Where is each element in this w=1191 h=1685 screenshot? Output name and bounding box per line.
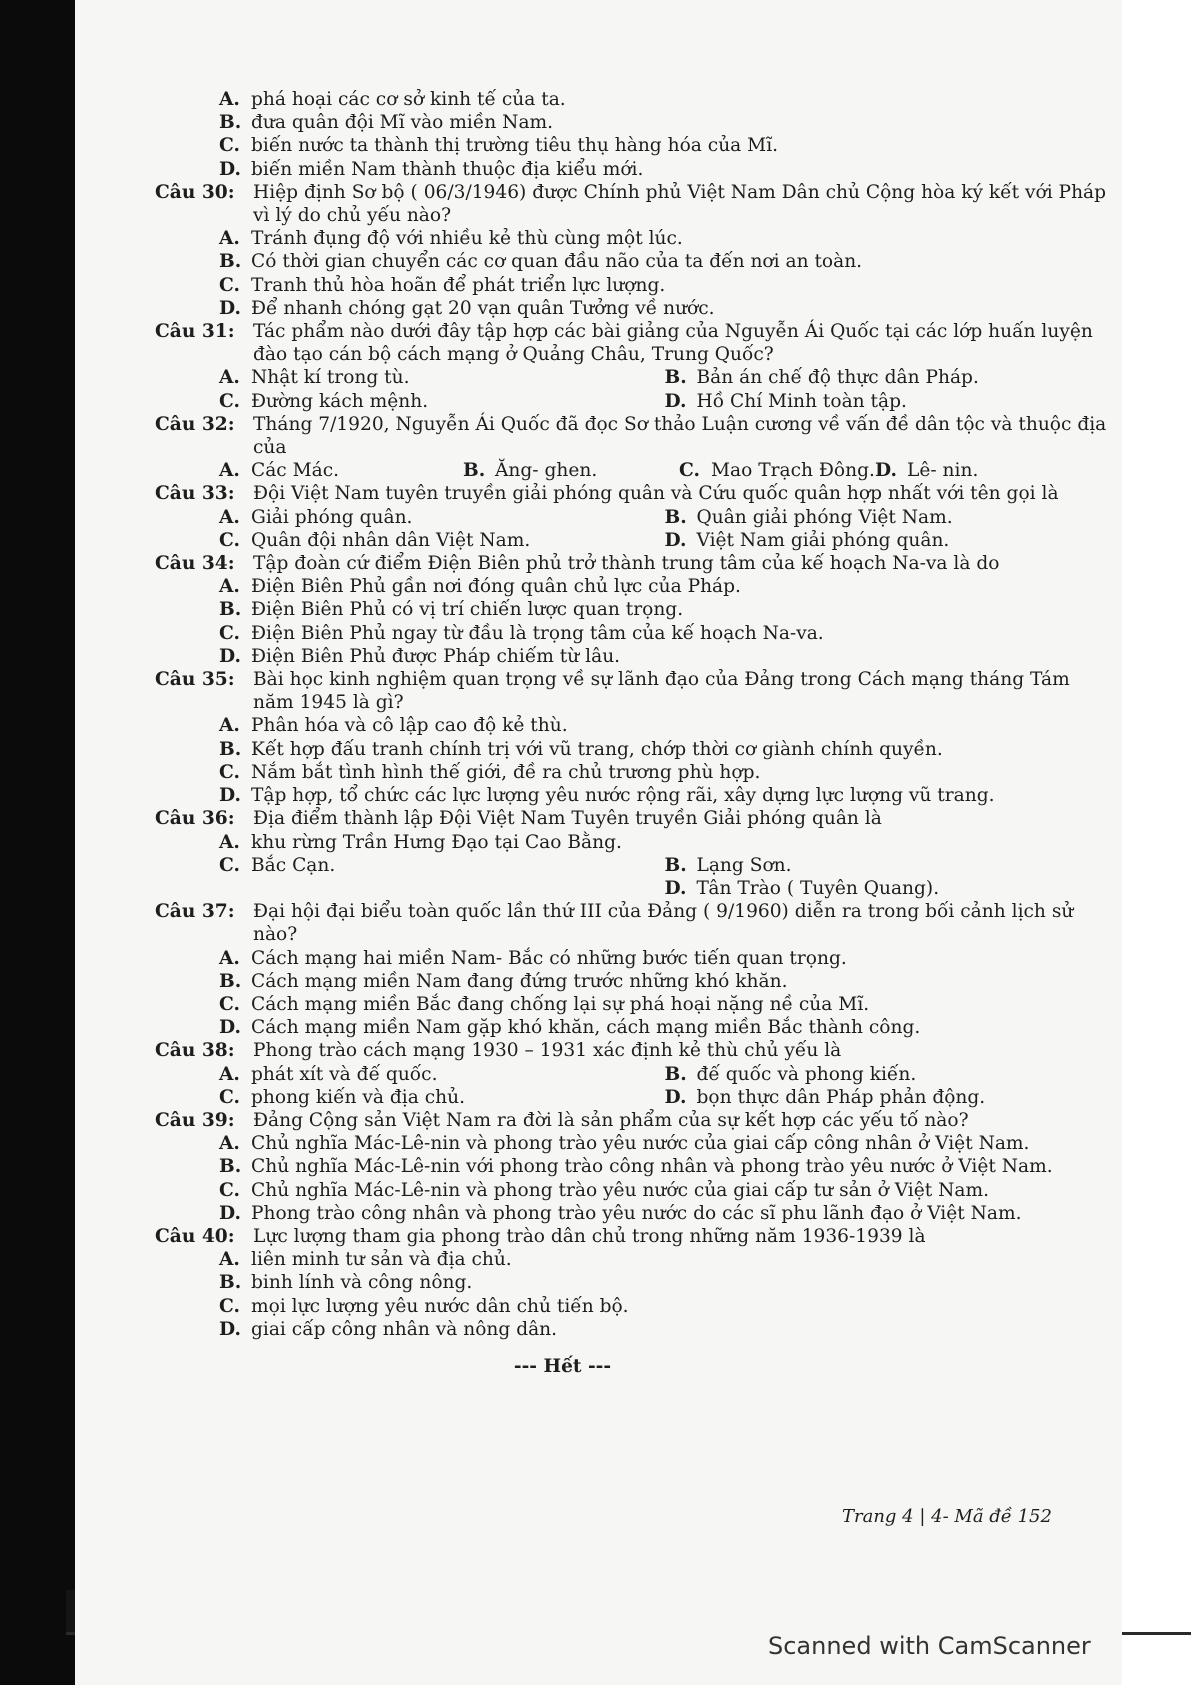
option (155, 1271, 1110, 1294)
question-number: Câu 38: (155, 1040, 235, 1062)
question-text: Tập đoàn cứ điểm Điện Biên phủ trở thành trung tâm của kế hoạch Na-va là do (253, 553, 1000, 575)
option (155, 993, 1110, 1016)
option-text: liên minh tư sản và địa chủ. (251, 1249, 512, 1271)
option-letter: A. (219, 1133, 240, 1155)
option (463, 459, 679, 482)
option (155, 274, 1110, 297)
option-letter: D. (875, 460, 897, 482)
option-letter: D. (219, 1017, 241, 1039)
option-text: Bắc Cạn. (251, 854, 336, 876)
question-number: Câu 37: (155, 901, 235, 923)
option-text: đế quốc và phong kiến. (696, 1063, 917, 1085)
option (155, 1179, 1110, 1202)
option-letter: C. (679, 460, 700, 482)
option-text: Nhật kí trong tù. (251, 367, 410, 389)
question-text: Tháng 7/1920, Nguyễn Ái Quốc đã đọc Sơ thảo Luận cương về vấn đề dân tộc và thuộc địa của (253, 413, 1107, 459)
option (665, 366, 1111, 389)
question-33 (155, 482, 1110, 552)
option (155, 622, 1110, 645)
option-text: Quân đội nhân dân Việt Nam. (251, 529, 531, 551)
option-letter: C. (219, 622, 240, 644)
option (155, 1295, 1110, 1318)
option-letter: C. (219, 529, 240, 551)
option-text: Chủ nghĩa Mác-Lê-nin và phong trào yêu nước của giai cấp tư sản ở Việt Nam. (251, 1179, 990, 1201)
option-text: Có thời gian chuyển các cơ quan đầu não của ta đến nơi an toàn. (251, 251, 863, 273)
option (665, 1063, 1111, 1086)
question-34 (155, 552, 1110, 668)
option-text: Lê- nin. (907, 460, 979, 482)
option-letter: B. (463, 460, 486, 482)
question-number: Câu 33: (155, 483, 235, 505)
option-text: biến nước ta thành thị trường tiêu thụ hàng hóa của Mĩ. (251, 135, 779, 157)
question-number: Câu 32: (155, 413, 235, 435)
scanner-watermark: Scanned with CamScanner (768, 1632, 1091, 1660)
option (155, 761, 1110, 784)
option-text: Điện Biên Phủ được Pháp chiếm từ lâu. (251, 645, 621, 667)
option (155, 784, 1110, 807)
option-letter: B. (219, 970, 242, 992)
option-text: biến miền Nam thành thuộc địa kiểu mới. (251, 158, 644, 180)
option (155, 88, 1110, 111)
question-29-options (155, 88, 1110, 181)
question-number: Câu 30: (155, 181, 235, 203)
option-letter: B. (219, 112, 242, 134)
option-letter: D. (219, 158, 241, 180)
option (155, 598, 1110, 621)
question-text: Hiệp định Sơ bộ ( 06/3/1946) được Chính phủ Việt Nam Dân chủ Cộng hòa ký kết với Pháp vì lý do chủ yếu nào? (253, 181, 1107, 227)
option-letter: C. (219, 390, 240, 412)
option-letter: B. (219, 1272, 242, 1294)
option (155, 111, 1110, 134)
question-text: Phong trào cách mạng 1930 – 1931 xác định kẻ thù chủ yếu là (253, 1040, 842, 1062)
option-text: Chủ nghĩa Mác-Lê-nin và phong trào yêu nước của giai cấp công nhân ở Việt Nam. (251, 1133, 1030, 1155)
option-letter: C. (219, 993, 240, 1015)
option-letter: C. (219, 1179, 240, 1201)
option (155, 645, 1110, 668)
option (155, 158, 1110, 181)
option-letter: B. (664, 854, 687, 876)
option (155, 134, 1110, 157)
page-footer: Trang 4 | 4- Mã đề 152 (842, 1506, 1052, 1527)
option-text: Kết hợp đấu tranh chính trị với vũ trang, chớp thời cơ giành chính quyền. (251, 738, 943, 760)
option (155, 831, 1110, 854)
option (219, 506, 665, 529)
option-letter: C. (219, 1295, 240, 1317)
option-text: Nắm bắt tình hình thế giới, đề ra chủ trương phù hợp. (251, 761, 761, 783)
option (155, 970, 1110, 993)
option (875, 459, 1035, 482)
question-text: Bài học kinh nghiệm quan trọng về sự lãnh đạo của Đảng trong Cách mạng tháng Tám năm 1945 là gì? (253, 669, 1070, 714)
option-letter: B. (219, 599, 242, 621)
option (155, 738, 1110, 761)
question-40 (155, 1225, 1110, 1341)
question-number: Câu 31: (155, 321, 235, 343)
question-number: Câu 34: (155, 553, 235, 575)
option-letter: A. (219, 576, 240, 598)
option-text: Hồ Chí Minh toàn tập. (696, 390, 907, 412)
option (155, 1248, 1110, 1271)
option-letter: D. (664, 877, 687, 899)
option-text: Tránh đụng độ với nhiều kẻ thù cùng một lúc. (251, 228, 683, 250)
question-text: Đội Việt Nam tuyên truyền giải phóng quân và Cứu quốc quân hợp nhất với tên gọi là (253, 483, 1059, 505)
option-text: phát xít và đế quốc. (251, 1063, 438, 1085)
option (155, 297, 1110, 320)
option-letter: D. (664, 390, 687, 412)
option-text: Lạng Sơn. (696, 854, 792, 876)
option (219, 390, 665, 413)
option-letter: A. (219, 1249, 240, 1271)
option (665, 390, 1111, 413)
exam-content (155, 88, 1110, 1378)
option-text: Cách mạng hai miền Nam- Bắc có những bước tiến quan trọng. (251, 947, 847, 969)
option-letter: D. (219, 297, 241, 319)
question-30 (155, 181, 1110, 320)
question-39 (155, 1109, 1110, 1225)
option-letter: D. (219, 1202, 241, 1224)
option-text: Cách mạng miền Bắc đang chống lại sự phá hoại nặng nề của Mĩ. (251, 993, 870, 1015)
option (219, 1086, 665, 1109)
option (155, 1202, 1110, 1225)
option-text: Các Mác. (251, 460, 340, 482)
option-text: mọi lực lượng yêu nước dân chủ tiến bộ. (251, 1295, 629, 1317)
option-letter: A. (219, 947, 240, 969)
option-letter: C. (219, 274, 240, 296)
option (155, 947, 1110, 970)
question-number: Câu 35: (155, 669, 235, 691)
option-letter: A. (219, 1063, 240, 1085)
option-text: phong kiến và địa chủ. (251, 1086, 466, 1108)
option-text: Quân giải phóng Việt Nam. (696, 506, 953, 528)
option-letter: C. (219, 761, 240, 783)
option (155, 1155, 1110, 1178)
question-36 (155, 807, 1110, 900)
option (219, 459, 463, 482)
question-number: Câu 39: (155, 1109, 235, 1131)
option (679, 459, 875, 482)
option-letter: B. (219, 738, 242, 760)
option (665, 877, 1111, 900)
option-text: Cách mạng miền Nam đang đứng trước những khó khăn. (251, 970, 788, 992)
option-text: Giải phóng quân. (251, 506, 413, 528)
option-text: Tập hợp, tổ chức các lực lượng yêu nước rộng rãi, xây dựng lực lượng vũ trang. (251, 785, 995, 807)
question-38 (155, 1039, 1110, 1109)
option-letter: A. (219, 715, 240, 737)
option (155, 714, 1110, 737)
question-35 (155, 668, 1110, 807)
end-marker: --- Hết --- (513, 1355, 612, 1377)
option (155, 1132, 1110, 1155)
option-letter: A. (219, 506, 240, 528)
option-text: Mao Trạch Đông. (711, 460, 875, 482)
option-text: Ăng- ghen. (495, 460, 598, 482)
option-letter: B. (219, 1156, 242, 1178)
option-text: đưa quân đội Mĩ vào miền Nam. (251, 112, 554, 134)
option (219, 366, 665, 389)
option-letter: C. (219, 854, 240, 876)
question-number: Câu 36: (155, 808, 235, 830)
option-letter: B. (219, 251, 242, 273)
question-text: Địa điểm thành lập Đội Việt Nam Tuyên truyền Giải phóng quân là (253, 808, 882, 830)
option-letter: B. (664, 367, 687, 389)
option-text: Việt Nam giải phóng quân. (696, 529, 950, 551)
option-letter: A. (219, 831, 240, 853)
question-text: Tác phẩm nào dưới đây tập hợp các bài giảng của Nguyễn Ái Quốc tại các lớp huấn luyện đào tạo cán bộ cách mạng ở Quảng Châu, Trung Quốc? (253, 321, 1093, 366)
option-letter: D. (219, 645, 241, 667)
option (155, 227, 1110, 250)
option-text: Cách mạng miền Nam gặp khó khăn, cách mạng miền Bắc thành công. (251, 1017, 921, 1039)
option-letter: D. (664, 529, 687, 551)
option (219, 854, 665, 877)
question-32 (155, 413, 1110, 483)
option-letter: D. (219, 785, 241, 807)
option-letter: B. (664, 1063, 687, 1085)
option (219, 529, 665, 552)
option (155, 575, 1110, 598)
option (665, 506, 1111, 529)
option-text: Tranh thủ hòa hoãn để phát triển lực lượng. (251, 274, 666, 296)
question-text: Đại hội đại biểu toàn quốc lần thứ III của Đảng ( 9/1960) diễn ra trong bối cảnh lịch sử nào? (253, 901, 1074, 946)
option-letter: A. (219, 460, 240, 482)
option-text: phá hoại các cơ sở kinh tế của ta. (251, 89, 566, 110)
question-31 (155, 320, 1110, 413)
option-text: Đường kách mệnh. (251, 390, 429, 412)
option-text: Phân hóa và cô lập cao độ kẻ thù. (251, 715, 568, 737)
option-spacer (219, 877, 665, 900)
option-text: khu rừng Trần Hưng Đạo tại Cao Bằng. (251, 831, 622, 853)
option (219, 1063, 665, 1086)
option-text: binh lính và công nông. (251, 1272, 473, 1294)
option-letter: A. (219, 228, 240, 250)
option-letter: A. (219, 367, 240, 389)
option-text: Tân Trào ( Tuyên Quang). (696, 877, 940, 899)
option (665, 854, 1111, 877)
option-letter: B. (664, 506, 687, 528)
option-text: giai cấp công nhân và nông dân. (251, 1318, 558, 1340)
option-text: Bản án chế độ thực dân Pháp. (696, 367, 979, 389)
option-text: Điện Biên Phủ ngay từ đầu là trọng tâm của kế hoạch Na-va. (251, 622, 824, 644)
option (665, 529, 1111, 552)
option (155, 1016, 1110, 1039)
option (665, 1086, 1111, 1109)
option (155, 1318, 1110, 1341)
question-text: Đảng Cộng sản Việt Nam ra đời là sản phẩm của sự kết hợp các yếu tố nào? (253, 1109, 969, 1131)
option-text: Để nhanh chóng gạt 20 vạn quân Tưởng về nước. (251, 297, 715, 319)
question-number: Câu 40: (155, 1225, 235, 1247)
option-letter: A. (219, 89, 240, 110)
question-text: Lực lượng tham gia phong trào dân chủ trong những năm 1936-1939 là (253, 1225, 926, 1247)
question-37 (155, 900, 1110, 1039)
option-text: bọn thực dân Pháp phản động. (696, 1086, 986, 1108)
option-letter: C. (219, 135, 240, 157)
option-letter: C. (219, 1086, 240, 1108)
option-text: Điện Biên Phủ có vị trí chiến lược quan trọng. (251, 599, 684, 621)
option-text: Phong trào công nhân và phong trào yêu nước do các sĩ phu lãnh đạo ở Việt Nam. (251, 1202, 1022, 1224)
option-text: Điện Biên Phủ gần nơi đóng quân chủ lực của Pháp. (251, 576, 741, 598)
option-letter: D. (219, 1318, 241, 1340)
option-text: Chủ nghĩa Mác-Lê-nin với phong trào công nhân và phong trào yêu nước ở Việt Nam. (251, 1156, 1053, 1178)
option (155, 250, 1110, 273)
option-letter: D. (664, 1086, 687, 1108)
